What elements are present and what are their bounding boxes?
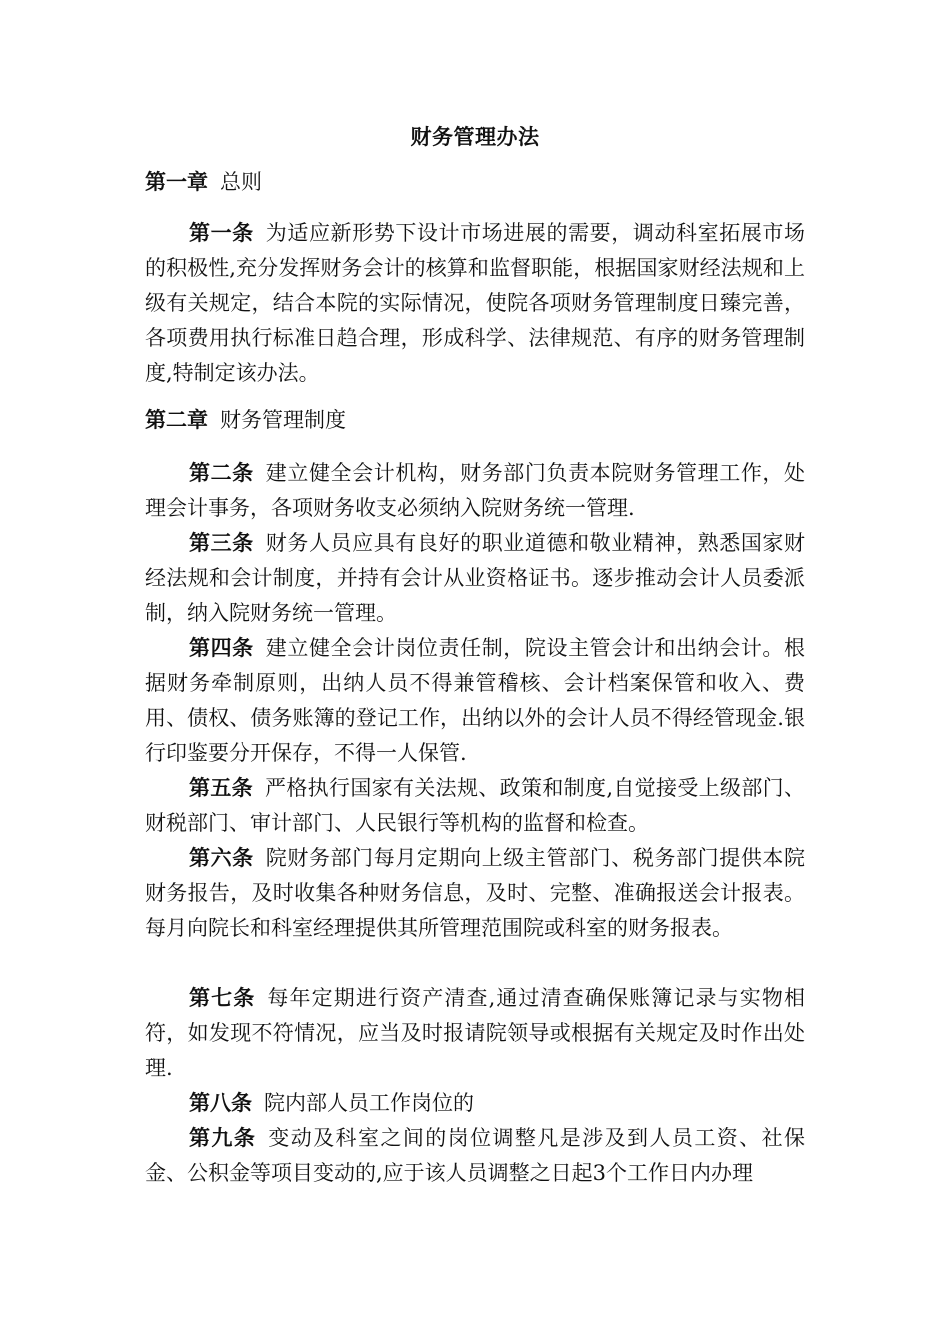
article-paragraph [145,840,805,946]
article-text: 严格执行国家有关法规、政策和制度,自觉接受上级部门、财税部门、审计部门、人民银行等机构的监督和检查。 [145,776,805,835]
document-title: 财务管理办法 [410,124,540,149]
article-paragraph [145,1085,805,1121]
chapter-heading [145,167,262,197]
article-number: 第九条 [189,1125,257,1150]
chapter-number: 第二章 [145,407,208,432]
article-text: 院内部人员工作岗位的 [264,1091,474,1115]
article-text: 财务人员应具有良好的职业道德和敬业精神，熟悉国家财经法规和会计制度，并持有会计从业资格证书。逐步推动会计人员委派制，纳入院财务统一管理。 [145,531,806,625]
article-number: 第三条 [189,530,254,555]
article-text: 建立健全会计岗位责任制，院设主管会计和出纳会计。根据财务牵制原则，出纳人员不得兼管稽核、会计档案保管和收入、费用、债权、债务账簿的登记工作，出纳以外的会计人员不得经管现金.银行印鉴要分开保存，不得一人保管. [145,636,806,765]
article-paragraph [145,630,805,771]
chapter-number: 第一章 [145,169,208,194]
article-paragraph [145,980,805,1086]
chapter-name: 总则 [220,170,262,194]
article-text: 院财务部门每月定期向上级主管部门、税务部门提供本院财务报告，及时收集各种财务信息，及时、完整、准确报送会计报表。每月向院长和科室经理提供其所管理范围院或科室的财务报表。 [145,846,806,940]
article-text: 每年定期进行资产清查,通过清查确保账簿记录与实物相符，如发现不符情况，应当及时报请院领导或根据有关规定及时作出处理. [145,986,805,1080]
article-text: 为适应新形势下设计市场进展的需要，调动科室拓展市场的积极性,充分发挥财务会计的核算和监督职能，根据国家财经法规和上级有关规定，结合本院的实际情况，使院各项财务管理制度日臻完善，各项费用执行标准日趋合理，形成科学、法律规范、有序的财务管理制度,特制定该办法。 [145,221,806,385]
article-number: 第六条 [189,845,254,870]
article-number: 第七条 [189,985,256,1010]
article-paragraph [145,770,805,841]
chapter-name: 财务管理制度 [220,408,346,432]
article-number: 第四条 [189,635,254,660]
article-paragraph [145,1120,805,1191]
article-number: 第八条 [189,1090,252,1115]
article-number: 第五条 [189,775,253,800]
article-number: 第一条 [189,220,254,245]
article-paragraph [145,525,805,631]
article-number: 第二条 [189,460,254,485]
article-text: 变动及科室之间的岗位调整凡是涉及到人员工资、社保金、公积金等项目变动的,应于该人员调整之日起3个工作日内办理 [145,1126,806,1185]
article-text: 建立健全会计机构，财务部门负责本院财务管理工作，处理会计事务，各项财务收支必须纳入院财务统一管理. [145,461,806,520]
chapter-heading [145,405,346,435]
article-paragraph [145,215,805,391]
article-paragraph [145,455,805,526]
